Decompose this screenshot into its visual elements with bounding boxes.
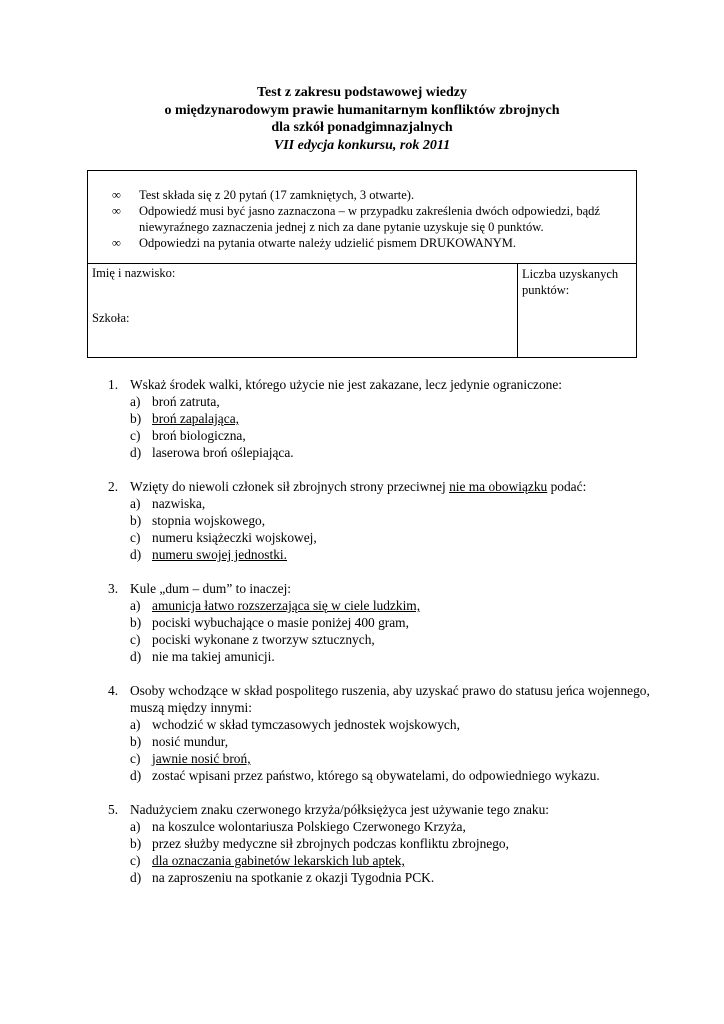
answer-option[interactable] xyxy=(130,835,668,852)
question-2 xyxy=(108,478,668,563)
answer-letter: a) xyxy=(130,598,141,613)
answer-option-marked[interactable] xyxy=(130,546,668,563)
answer-text: wchodzić w skład tymczasowych jednostek wojskowych, xyxy=(152,717,460,732)
title-line-2: o międzynarodowym prawie humanitarnym konfliktów zbrojnych xyxy=(164,102,560,118)
question-text-emphasis: nie ma obowiązku xyxy=(449,479,548,494)
answer-option-marked[interactable] xyxy=(130,410,668,427)
answer-option[interactable] xyxy=(130,631,668,648)
answer-text-underlined: amunicja łatwo rozszerzająca się w ciele ludzkim, xyxy=(152,598,421,613)
answer-letter: d) xyxy=(130,547,142,562)
answer-option-marked[interactable] xyxy=(130,750,668,767)
answer-letter: a) xyxy=(130,496,141,511)
question-number: 4. xyxy=(108,683,119,698)
answer-letter: c) xyxy=(130,853,141,868)
answer-text: zostać wpisani przez państwo, którego są obywatelami, do odpowiedniego wykazu. xyxy=(152,768,600,783)
answer-letter: b) xyxy=(130,734,142,749)
question-text: Kule „dum – dum” to inaczej: xyxy=(130,581,292,596)
instructions-box xyxy=(87,170,637,358)
rules-section xyxy=(88,171,636,264)
answer-letter: c) xyxy=(130,530,141,545)
title-line-1: Test z zakresu podstawowej wiedzy xyxy=(257,85,467,100)
answer-letter: b) xyxy=(130,615,142,630)
answer-option[interactable] xyxy=(130,495,668,512)
points-label: Liczba uzyskanych punktów: xyxy=(522,267,619,297)
answer-letter: d) xyxy=(130,768,142,783)
question-text-part: Wzięty do niewoli członek sił zbrojnych strony przeciwnej xyxy=(130,479,446,494)
answer-text: na koszulce wolontariusza Polskiego Czerwonego Krzyża, xyxy=(152,819,466,834)
name-label: Imię i nazwisko: xyxy=(92,266,176,280)
answer-option[interactable] xyxy=(130,648,668,665)
question-3 xyxy=(108,580,668,665)
question-text: Osoby wchodzące w skład pospolitego ruszenia, aby uzyskać prawo do statusu jeńca wojennego, muszą między innymi: xyxy=(130,683,650,715)
answer-letter: d) xyxy=(130,649,142,664)
rule-text: Test składa się z 20 pytań (17 zamkniętych, 3 otwarte). xyxy=(139,188,415,202)
question-text-part: podać: xyxy=(550,479,587,494)
question-4 xyxy=(108,682,668,784)
rules-list xyxy=(112,187,632,251)
rule-item xyxy=(112,235,632,251)
answer-text-underlined: numeru swojej jednostki. xyxy=(152,547,288,562)
rule-text: Odpowiedzi na pytania otwarte należy udzielić pismem DRUKOWANYM. xyxy=(139,236,516,250)
rule-item xyxy=(112,187,632,203)
infinity-bullet-icon: ∞ xyxy=(112,204,121,218)
answer-option[interactable] xyxy=(130,869,668,886)
question-number: 2. xyxy=(108,479,119,494)
answer-option[interactable] xyxy=(130,529,668,546)
question-number: 1. xyxy=(108,377,119,392)
answer-option[interactable] xyxy=(130,512,668,529)
answer-option[interactable] xyxy=(130,767,668,784)
points-cell[interactable] xyxy=(518,264,636,357)
answer-letter: b) xyxy=(130,836,142,851)
answer-letter: d) xyxy=(130,445,142,460)
answer-option[interactable] xyxy=(130,614,668,631)
question-number: 5. xyxy=(108,802,119,817)
answer-text: broń biologiczna, xyxy=(152,428,246,443)
answer-text: broń zatruta, xyxy=(152,394,220,409)
answer-letter: d) xyxy=(130,870,142,885)
answer-option[interactable] xyxy=(130,444,668,461)
question-text xyxy=(130,478,668,495)
rule-item xyxy=(112,203,632,235)
question-5 xyxy=(108,801,668,886)
answer-text: nazwiska, xyxy=(152,496,206,511)
document-title xyxy=(0,84,724,154)
answer-option[interactable] xyxy=(130,427,668,444)
answer-option[interactable] xyxy=(130,733,668,750)
answer-option[interactable] xyxy=(130,818,668,835)
answer-letter: c) xyxy=(130,632,141,647)
answer-text: stopnia wojskowego, xyxy=(152,513,266,528)
school-label: Szkoła: xyxy=(92,311,130,325)
answer-text: numeru książeczki wojskowej, xyxy=(152,530,317,545)
answer-text: pociski wybuchające o masie poniżej 400 gram, xyxy=(152,615,409,630)
answer-option-marked[interactable] xyxy=(130,597,668,614)
question-number: 3. xyxy=(108,581,119,596)
answer-letter: a) xyxy=(130,717,141,732)
title-line-3: dla szkół ponadgimnazjalnych xyxy=(271,120,453,135)
question-text: Nadużyciem znaku czerwonego krzyża/półksiężyca jest używanie tego znaku: xyxy=(130,802,550,817)
questions-list xyxy=(108,376,668,903)
answer-text: laserowa broń oślepiająca. xyxy=(152,445,294,460)
answer-letter: c) xyxy=(130,751,141,766)
rule-text: Odpowiedź musi być jasno zaznaczona – w przypadku zakreślenia dwóch odpowiedzi, bądź niewyraźnego zaznaczenia jednej z nich za dane pytanie uzyskuje się 0 punktów. xyxy=(139,204,600,234)
answer-option[interactable] xyxy=(130,393,668,410)
answer-text: przez służby medyczne sił zbrojnych podczas konfliktu zbrojnego, xyxy=(152,836,509,851)
answer-text-underlined: dla oznaczania gabinetów lekarskich lub aptek, xyxy=(152,853,405,868)
answer-text-underlined: jawnie nosić broń, xyxy=(152,751,251,766)
answer-text: na zaproszeniu na spotkanie z okazji Tygodnia PCK. xyxy=(152,870,435,885)
answer-text-underlined: broń zapalająca, xyxy=(152,411,239,426)
question-1 xyxy=(108,376,668,461)
edition-line: VII edycja konkursu, rok 2011 xyxy=(273,137,451,153)
infinity-bullet-icon: ∞ xyxy=(112,236,121,250)
answer-letter: c) xyxy=(130,428,141,443)
question-text: Wskaż środek walki, którego użycie nie jest zakazane, lecz jedynie ograniczone: xyxy=(130,377,563,392)
answer-letter: b) xyxy=(130,411,142,426)
answer-letter: b) xyxy=(130,513,142,528)
answer-option-marked[interactable] xyxy=(130,852,668,869)
infinity-bullet-icon: ∞ xyxy=(112,188,121,202)
answer-text: nosić mundur, xyxy=(152,734,229,749)
answer-text: nie ma takiej amunicji. xyxy=(152,649,275,664)
student-info-cell[interactable] xyxy=(88,264,518,357)
answer-letter: a) xyxy=(130,819,141,834)
answer-letter: a) xyxy=(130,394,141,409)
answer-option[interactable] xyxy=(130,716,668,733)
answer-text: pociski wykonane z tworzyw sztucznych, xyxy=(152,632,375,647)
